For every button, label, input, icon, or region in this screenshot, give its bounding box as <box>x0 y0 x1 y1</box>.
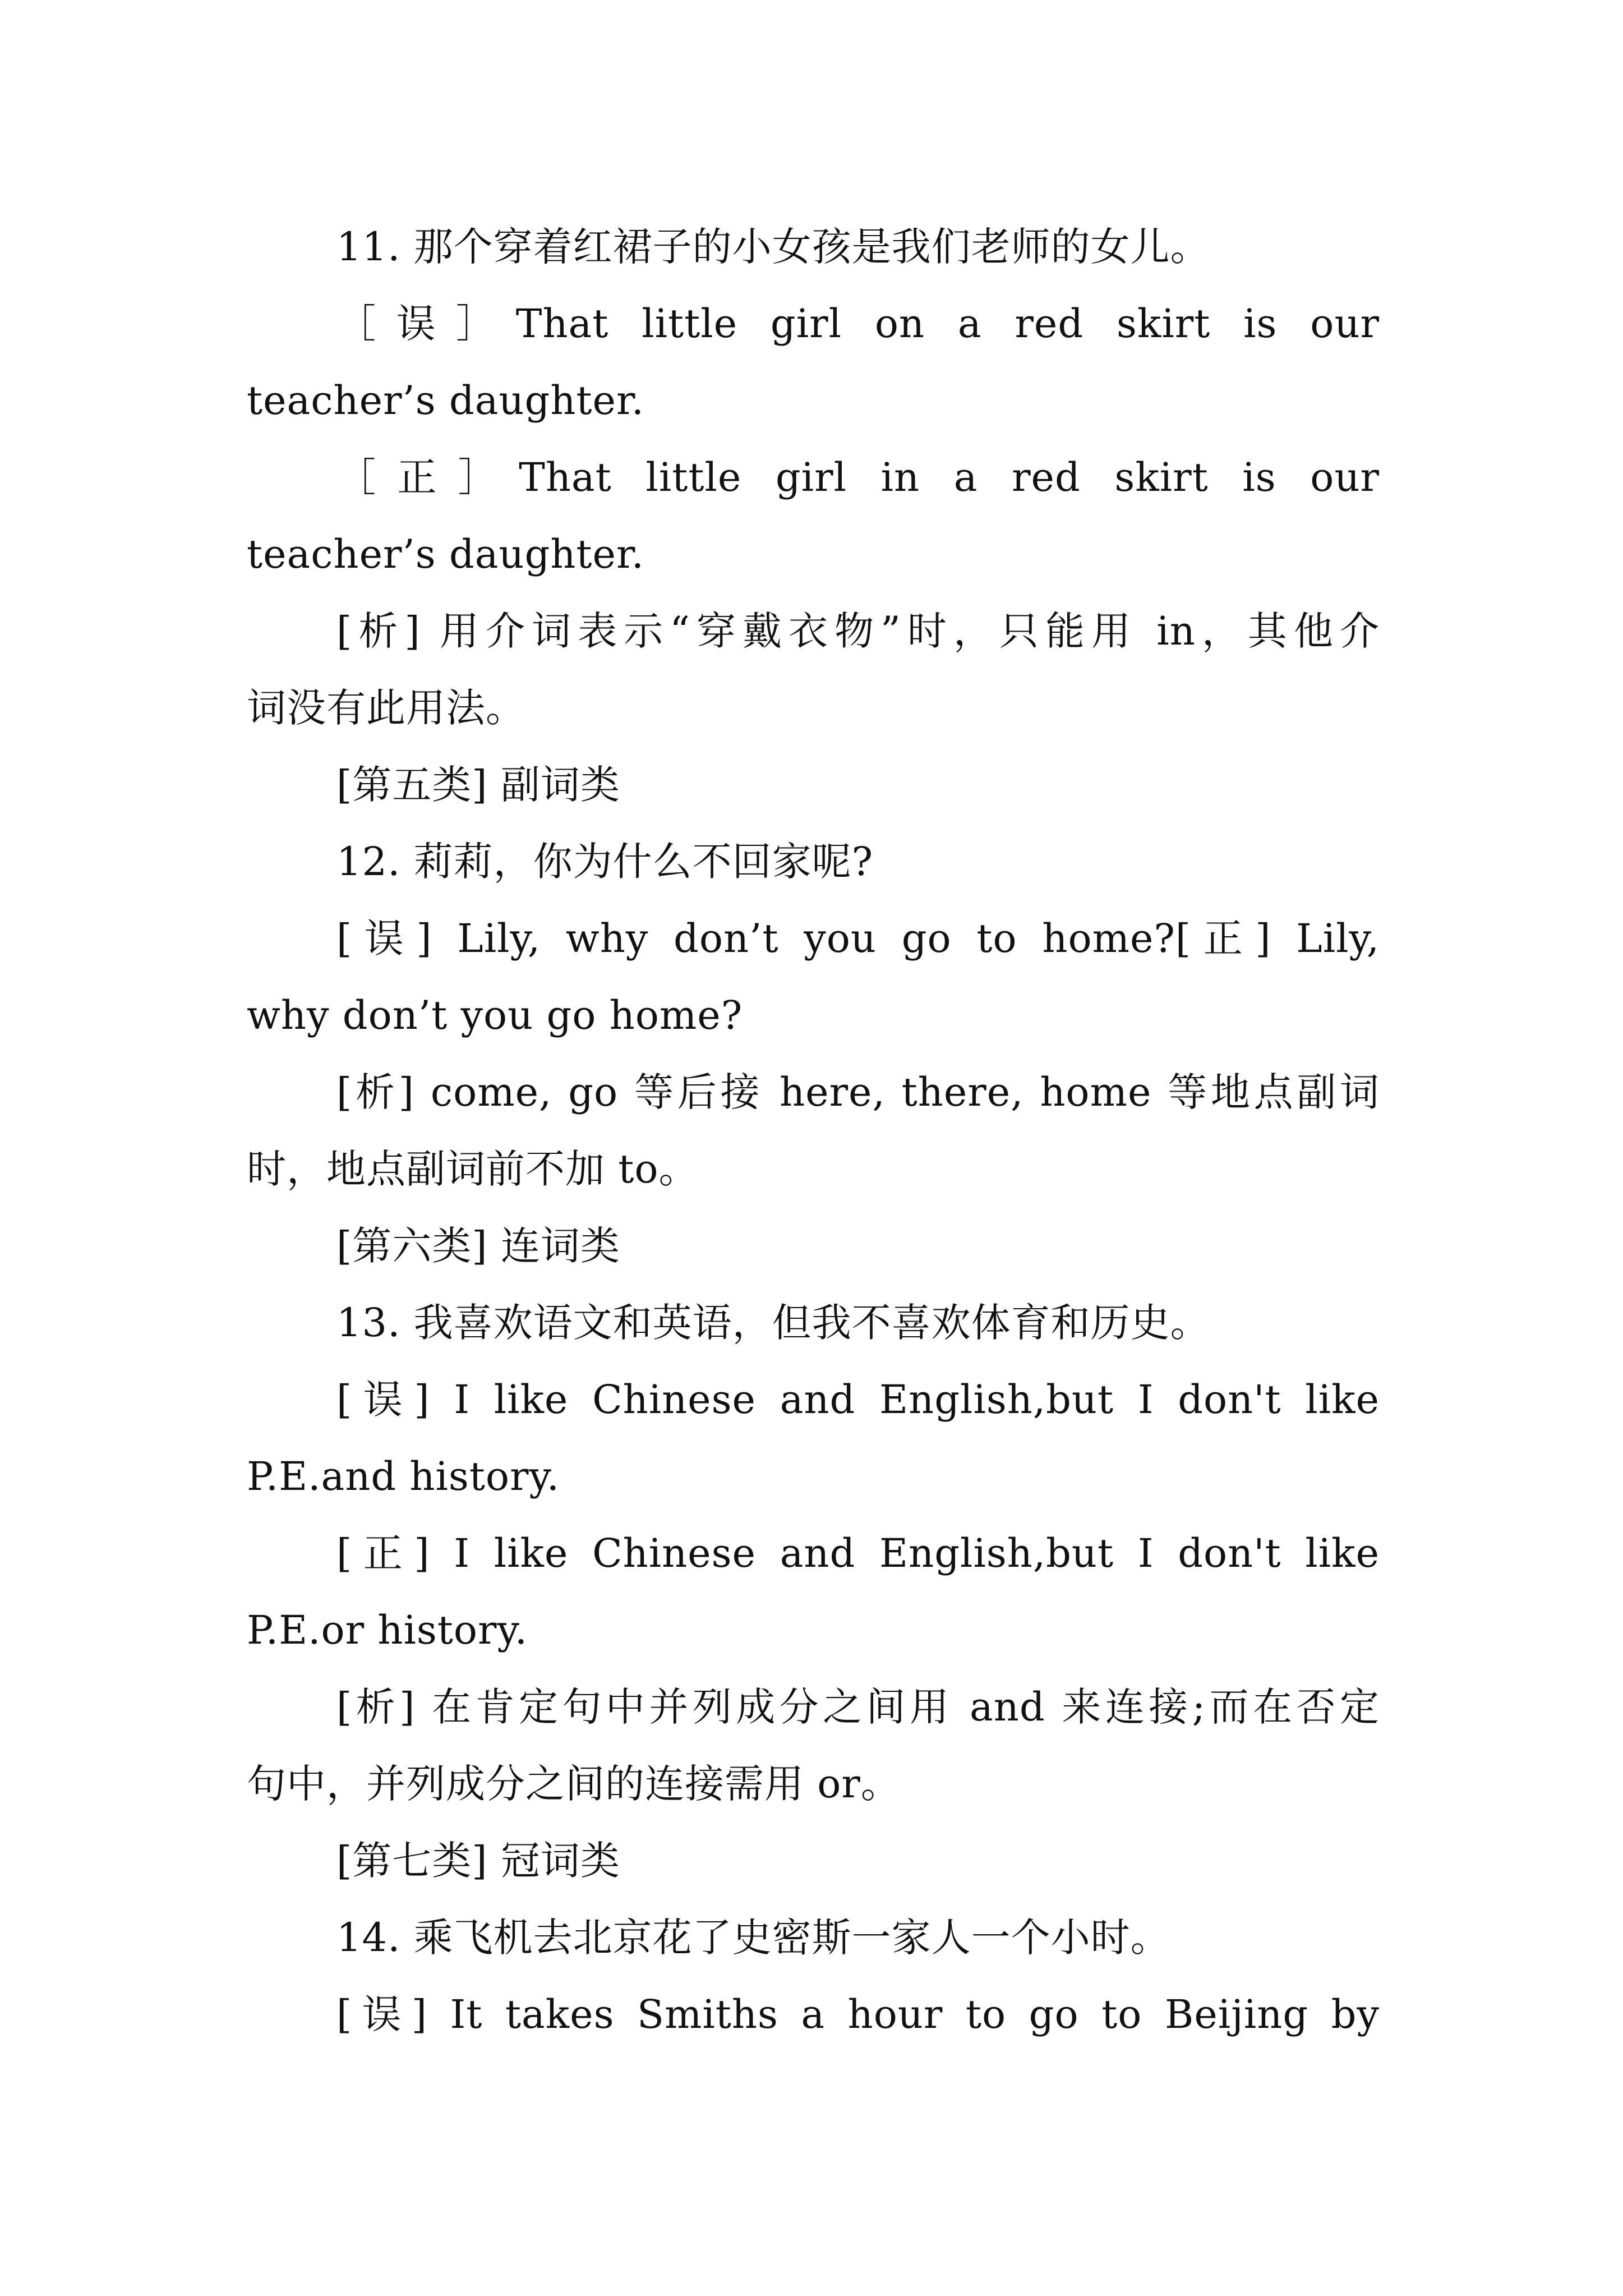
text-line: [第五类] 副词类 <box>336 762 620 808</box>
document-body <box>247 209 1380 2053</box>
text-line: [误] Lily, why don’t you go to home?[正] Lily, <box>336 915 1380 961</box>
text-line: [第七类] 冠词类 <box>336 1838 620 1884</box>
text-line: 11. 那个穿着红裙子的小女孩是我们老师的女儿。 <box>336 224 1210 270</box>
text-line: P.E.and history. <box>247 1453 560 1499</box>
text-line: why don’t you go home? <box>247 992 743 1038</box>
text-line: 14. 乘飞机去北京花了史密斯一家人一个小时。 <box>336 1915 1170 1961</box>
text-line: 词没有此用法。 <box>247 685 525 731</box>
text-line: 12. 莉莉，你为什么不回家呢? <box>336 839 874 885</box>
text-line: [析] come, go 等后接 here, there, home 等地点副词 <box>336 1069 1380 1115</box>
text-line: 时，地点副词前不加 to。 <box>247 1146 699 1192</box>
text-line: [析] 在肯定句中并列成分之间用 and 来连接;而在否定 <box>336 1684 1380 1730</box>
text-line: teacher’s daughter. <box>247 531 644 577</box>
text-line: [误] It takes Smiths a hour to go to Beijing by <box>336 1991 1380 2037</box>
text-line: teacher’s daughter. <box>247 378 644 424</box>
text-line: ［正］That little girl in a red skirt is our <box>336 454 1380 500</box>
text-line: 13. 我喜欢语文和英语，但我不喜欢体育和历史。 <box>336 1300 1210 1346</box>
text-line: [正] I like Chinese and English,but I don't like <box>336 1530 1380 1576</box>
text-line: P.E.or history. <box>247 1607 528 1653</box>
text-line: [析] 用介词表示“穿戴衣物”时，只能用 in，其他介 <box>336 608 1380 654</box>
text-line: [第六类] 连词类 <box>336 1223 620 1269</box>
text-line: ［误］That little girl on a red skirt is our <box>336 301 1380 347</box>
text-line: 句中，并列成分之间的连接需用 or。 <box>247 1761 901 1807</box>
text-line: [误] I like Chinese and English,but I don't like <box>336 1377 1380 1423</box>
